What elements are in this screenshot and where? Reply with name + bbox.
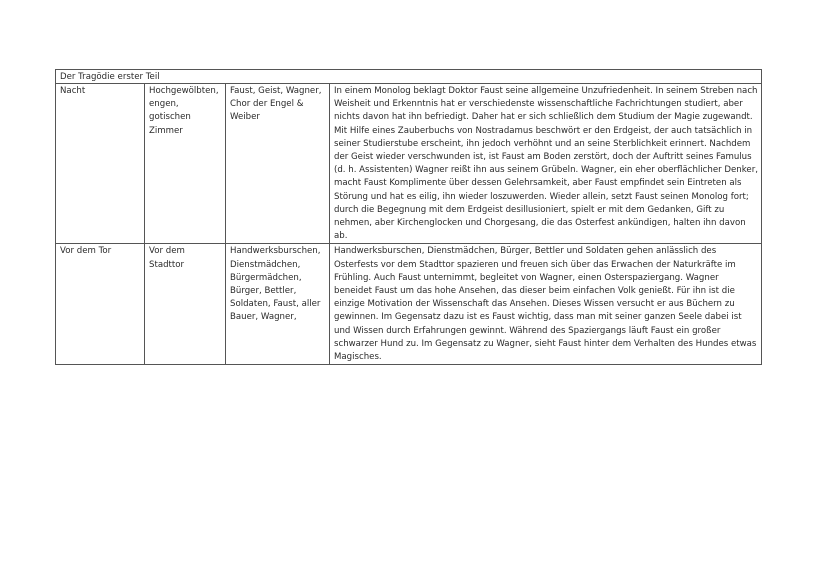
scene-summary-table (55, 69, 762, 365)
scene-place: Vor dem Stadttor (145, 244, 226, 365)
scene-name: Vor dem Tor (56, 244, 145, 365)
table-row (56, 244, 762, 365)
scene-summary: In einem Monolog beklagt Doktor Faust seine allgemeine Unzufriedenheit. In seinem Streben nach Weisheit und Erkenntnis hat er verschiedenste wissenschaftliche Fachrichtungen studiert, aber nichts davon hat ihn befriedigt. Daher hat er sich schließlich dem Studium der Magie zugewandt. Mit Hilfe eines Zauberbuchs von Nostradamus beschwört er den Erdgeist, der auch tatsächlich in seiner Studierstube erscheint, ihn jedoch verhöhnt und an seine Sterblichkeit erinnert. Nachdem der Geist wieder verschwunden ist, ist Faust am Boden zerstört, doch der Auftritt seines Famulus (d. h. Assistenten) Wagner reißt ihn aus seinem Grübeln. Wagner, ein eher oberflächlicher Denker, macht Faust Komplimente über dessen Gelehrsamkeit, aber Faust empfindet sein Eintreten als Störung und hat es eilig, ihn wieder loszuwerden. Wieder allein, setzt Faust seinen Monolog fort; durch die Begegnung mit dem Erdgeist desillusioniert, spielt er mit dem Gedanken, Gift zu nehmen, aber Kirchenglocken und Chorgesang, die das Osterfest ankündigen, halten ihn davon ab. (330, 84, 762, 244)
scene-name: Nacht (56, 84, 145, 244)
table-title-row (56, 70, 762, 84)
scene-summary: Handwerksburschen, Dienstmädchen, Bürger, Bettler und Soldaten gehen anlässlich des Osterfests vor dem Stadttor spazieren und freuen sich über das Erwachen der Naturkräfte im Frühling. Auch Faust unternimmt, begleitet von Wagner, einen Osterspaziergang. Wagner beneidet Faust um das hohe Ansehen, das dieser beim einfachen Volk genießt. Für ihn ist die einzige Motivation der Wissenschaft das Ansehen. Dieses Wissen versucht er aus Büchern zu gewinnen. Im Gegensatz dazu ist es Faust wichtig, dass man mit seiner ganzen Seele dabei ist und Wissen durch Erfahrungen gewinnt. Während des Spaziergangs läuft Faust ein großer schwarzer Hund zu. Im Gegensatz zu Wagner, sieht Faust hinter dem Verhalten des Hundes etwas Magisches. (330, 244, 762, 365)
scene-persons: Handwerksburschen, Dienstmädchen, Bürgermädchen, Bürger, Bettler, Soldaten, Faust, aller Bauer, Wagner, (226, 244, 330, 365)
scene-place: Hochgewölbten, engen, gotischen Zimmer (145, 84, 226, 244)
table-title: Der Tragödie erster Teil (56, 70, 762, 84)
scene-persons: Faust, Geist, Wagner, Chor der Engel & Weiber (226, 84, 330, 244)
table-row (56, 84, 762, 244)
